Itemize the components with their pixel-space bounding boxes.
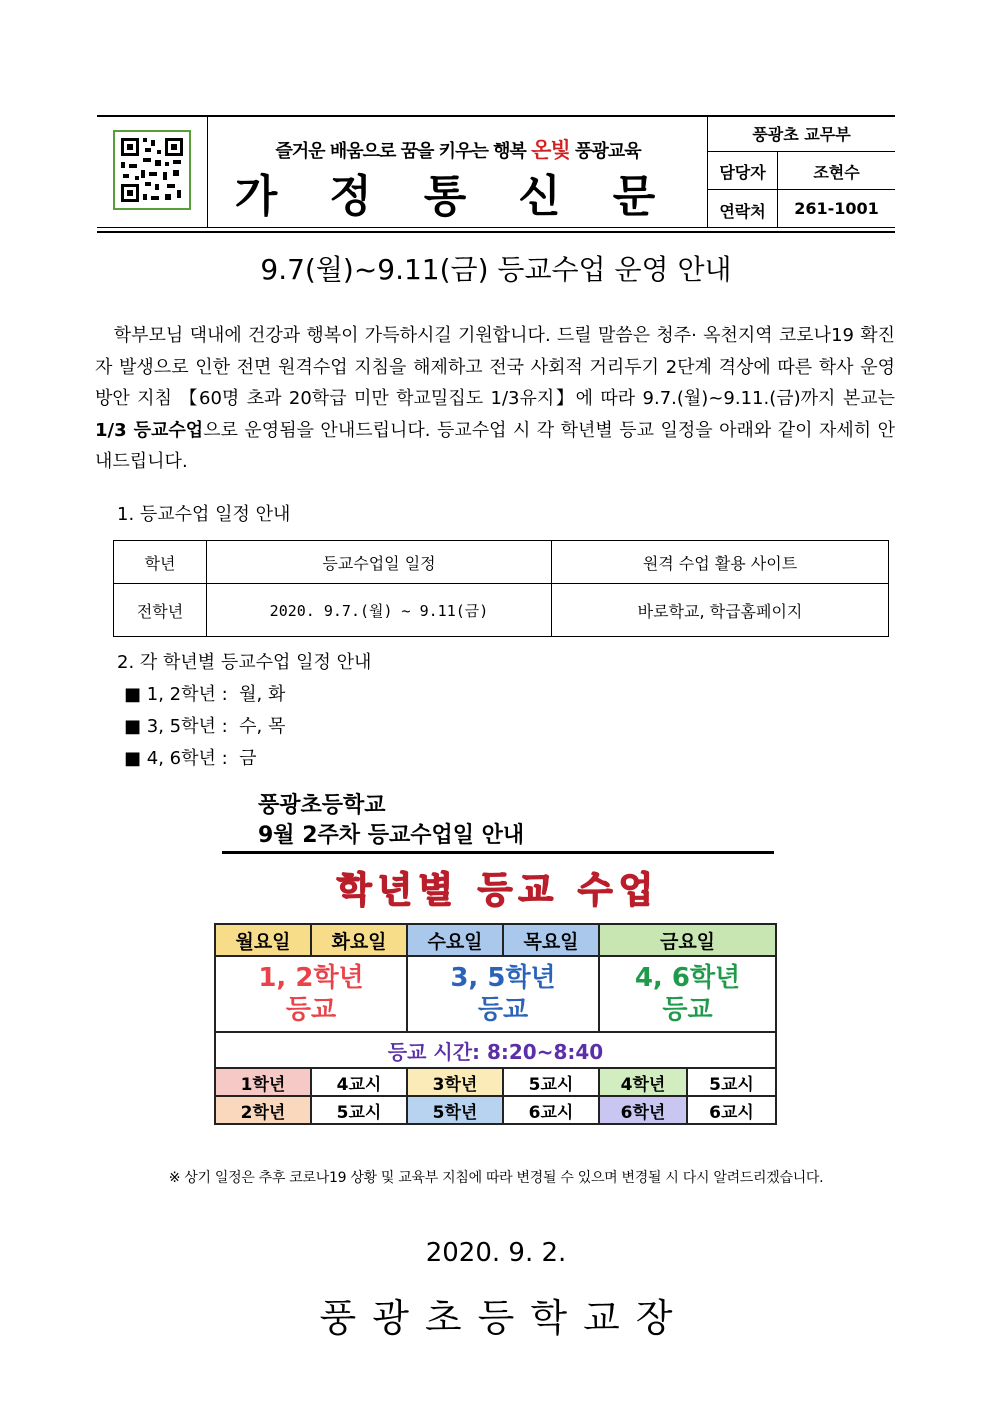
group-label: 등교 bbox=[285, 995, 337, 1025]
period-cell: 5교시 bbox=[311, 1096, 407, 1124]
table-row bbox=[114, 584, 889, 637]
group-grades: 4, 6학년 bbox=[634, 963, 741, 993]
grade-schedule-grid bbox=[214, 923, 777, 1125]
group-label: 등교 bbox=[477, 995, 529, 1025]
graphic-subtitle: 9월 2주차 등교수업일 안내 bbox=[258, 823, 525, 848]
list-item bbox=[124, 680, 285, 706]
slogan-text: 즐거운 배움으로 꿈을 키우는 행복 bbox=[275, 141, 526, 162]
list-item bbox=[124, 744, 257, 770]
section-2-title: 2. 각 학년별 등교수업 일정 안내 bbox=[117, 652, 372, 673]
list-grades: 3, 5학년 : bbox=[146, 716, 228, 737]
graphic-banner: 학년별 등교 수업 bbox=[336, 870, 660, 911]
contact-label: 연락처 bbox=[719, 202, 766, 221]
grade-cell: 2학년 bbox=[215, 1096, 311, 1124]
table-header: 학년 bbox=[114, 541, 207, 584]
header-row-rule bbox=[708, 151, 895, 152]
table-header: 원격 수업 활용 사이트 bbox=[552, 541, 889, 584]
manager-label: 담당자 bbox=[719, 163, 766, 182]
table-cell: 전학년 bbox=[114, 584, 207, 637]
header-row-rule bbox=[708, 189, 895, 190]
list-grades: 1, 2학년 : bbox=[146, 684, 228, 705]
header-bottom-rule bbox=[97, 227, 895, 228]
grade-cell: 4학년 bbox=[599, 1068, 687, 1096]
graphic-rule bbox=[222, 851, 774, 854]
period-cell: 5교시 bbox=[503, 1068, 599, 1096]
table-header: 등교수업일 일정 bbox=[207, 541, 552, 584]
body-text: 학부모님 댁내에 건강과 행복이 가득하시길 기원합니다. 드릴 말씀은 청주· 옥천지역 코로나19 확진자 발생으로 인한 전면 원격수업 지침을 해제하고 전국 사회적 거리두기 2단계 격상에 따른 학사 운영 방안 지침 【60명 초과 20학급 미만 학교밀집도 1/3유지】에 따라 9.7.(월)~9.11.(금)까지 본교는 bbox=[95, 325, 895, 409]
period-cell: 4교시 bbox=[311, 1068, 407, 1096]
header-top-rule bbox=[97, 115, 895, 117]
day-cell: 화요일 bbox=[311, 924, 407, 956]
list-days: 수, 목 bbox=[239, 716, 286, 737]
graphic-school-name: 풍광초등학교 bbox=[258, 793, 386, 818]
slogan-text-end: 풍광교육 bbox=[575, 141, 641, 162]
section-1-title: 1. 등교수업 일정 안내 bbox=[117, 504, 291, 525]
list-grades: 4, 6학년 : bbox=[146, 748, 228, 769]
grid-groups-row bbox=[215, 956, 776, 1032]
header-bottom-rule-thick bbox=[97, 231, 895, 233]
bullet-icon: ■ bbox=[124, 684, 142, 705]
grid-period-row bbox=[215, 1068, 776, 1096]
page-title: 가정통신문 bbox=[234, 171, 708, 222]
dept-label: 풍광초 교무부 bbox=[752, 125, 851, 144]
grade-cell: 3학년 bbox=[407, 1068, 503, 1096]
grade-cell: 6학년 bbox=[599, 1096, 687, 1124]
table-cell: 바로학교, 학급홈페이지 bbox=[552, 584, 889, 637]
group-grades: 3, 5학년 bbox=[450, 963, 556, 993]
issue-date: 2020. 9. 2. bbox=[425, 1238, 567, 1268]
body-paragraph bbox=[95, 320, 895, 478]
period-cell: 6교시 bbox=[503, 1096, 599, 1124]
period-cell: 5교시 bbox=[687, 1068, 776, 1096]
grid-time-row bbox=[215, 1032, 776, 1068]
day-cell: 수요일 bbox=[407, 924, 503, 956]
grade-cell: 5학년 bbox=[407, 1096, 503, 1124]
grid-period-row bbox=[215, 1096, 776, 1124]
period-cell: 6교시 bbox=[687, 1096, 776, 1124]
grade-cell: 1학년 bbox=[215, 1068, 311, 1096]
contact-value: 261-1001 bbox=[794, 199, 879, 218]
day-cell: 금요일 bbox=[599, 924, 776, 956]
list-days: 금 bbox=[239, 748, 257, 769]
table-cell: 2020. 9.7.(월) ~ 9.11(금) bbox=[207, 584, 552, 637]
group-cell bbox=[599, 956, 776, 1032]
group-grades: 1, 2학년 bbox=[258, 963, 364, 993]
signature-school-head: 풍광초등학교장 bbox=[319, 1296, 689, 1340]
day-cell: 월요일 bbox=[215, 924, 311, 956]
group-cell bbox=[407, 956, 599, 1032]
list-days: 월, 화 bbox=[239, 684, 286, 705]
bullet-icon: ■ bbox=[124, 748, 142, 769]
footnote: ※ 상기 일정은 추후 코로나19 상황 및 교육부 지침에 따라 변경될 수 있으며 변경될 시 다시 알려드리겠습니다. bbox=[168, 1170, 824, 1186]
day-cell: 목요일 bbox=[503, 924, 599, 956]
list-item bbox=[124, 712, 285, 738]
group-label: 등교 bbox=[662, 995, 713, 1025]
group-cell bbox=[215, 956, 407, 1032]
grid-days-row bbox=[215, 924, 776, 956]
manager-value: 조현수 bbox=[813, 163, 860, 182]
bullet-icon: ■ bbox=[124, 716, 142, 737]
notice-heading: 9.7(월)~9.11(금) 등교수업 운영 안내 bbox=[260, 253, 732, 286]
table-header-row bbox=[114, 541, 889, 584]
qr-code-icon[interactable] bbox=[113, 130, 191, 210]
schedule-table bbox=[113, 540, 889, 637]
time-cell: 등교 시간: 8:20~8:40 bbox=[215, 1032, 776, 1068]
slogan-brand: 온빛 bbox=[531, 138, 570, 162]
body-emphasis: 1/3 등교수업 bbox=[95, 419, 204, 441]
body-text-end: 으로 운영됨을 안내드립니다. 등교수업 시 각 학년별 등교 일정을 아래와 같이 자세히 안내드립니다. bbox=[95, 419, 895, 472]
